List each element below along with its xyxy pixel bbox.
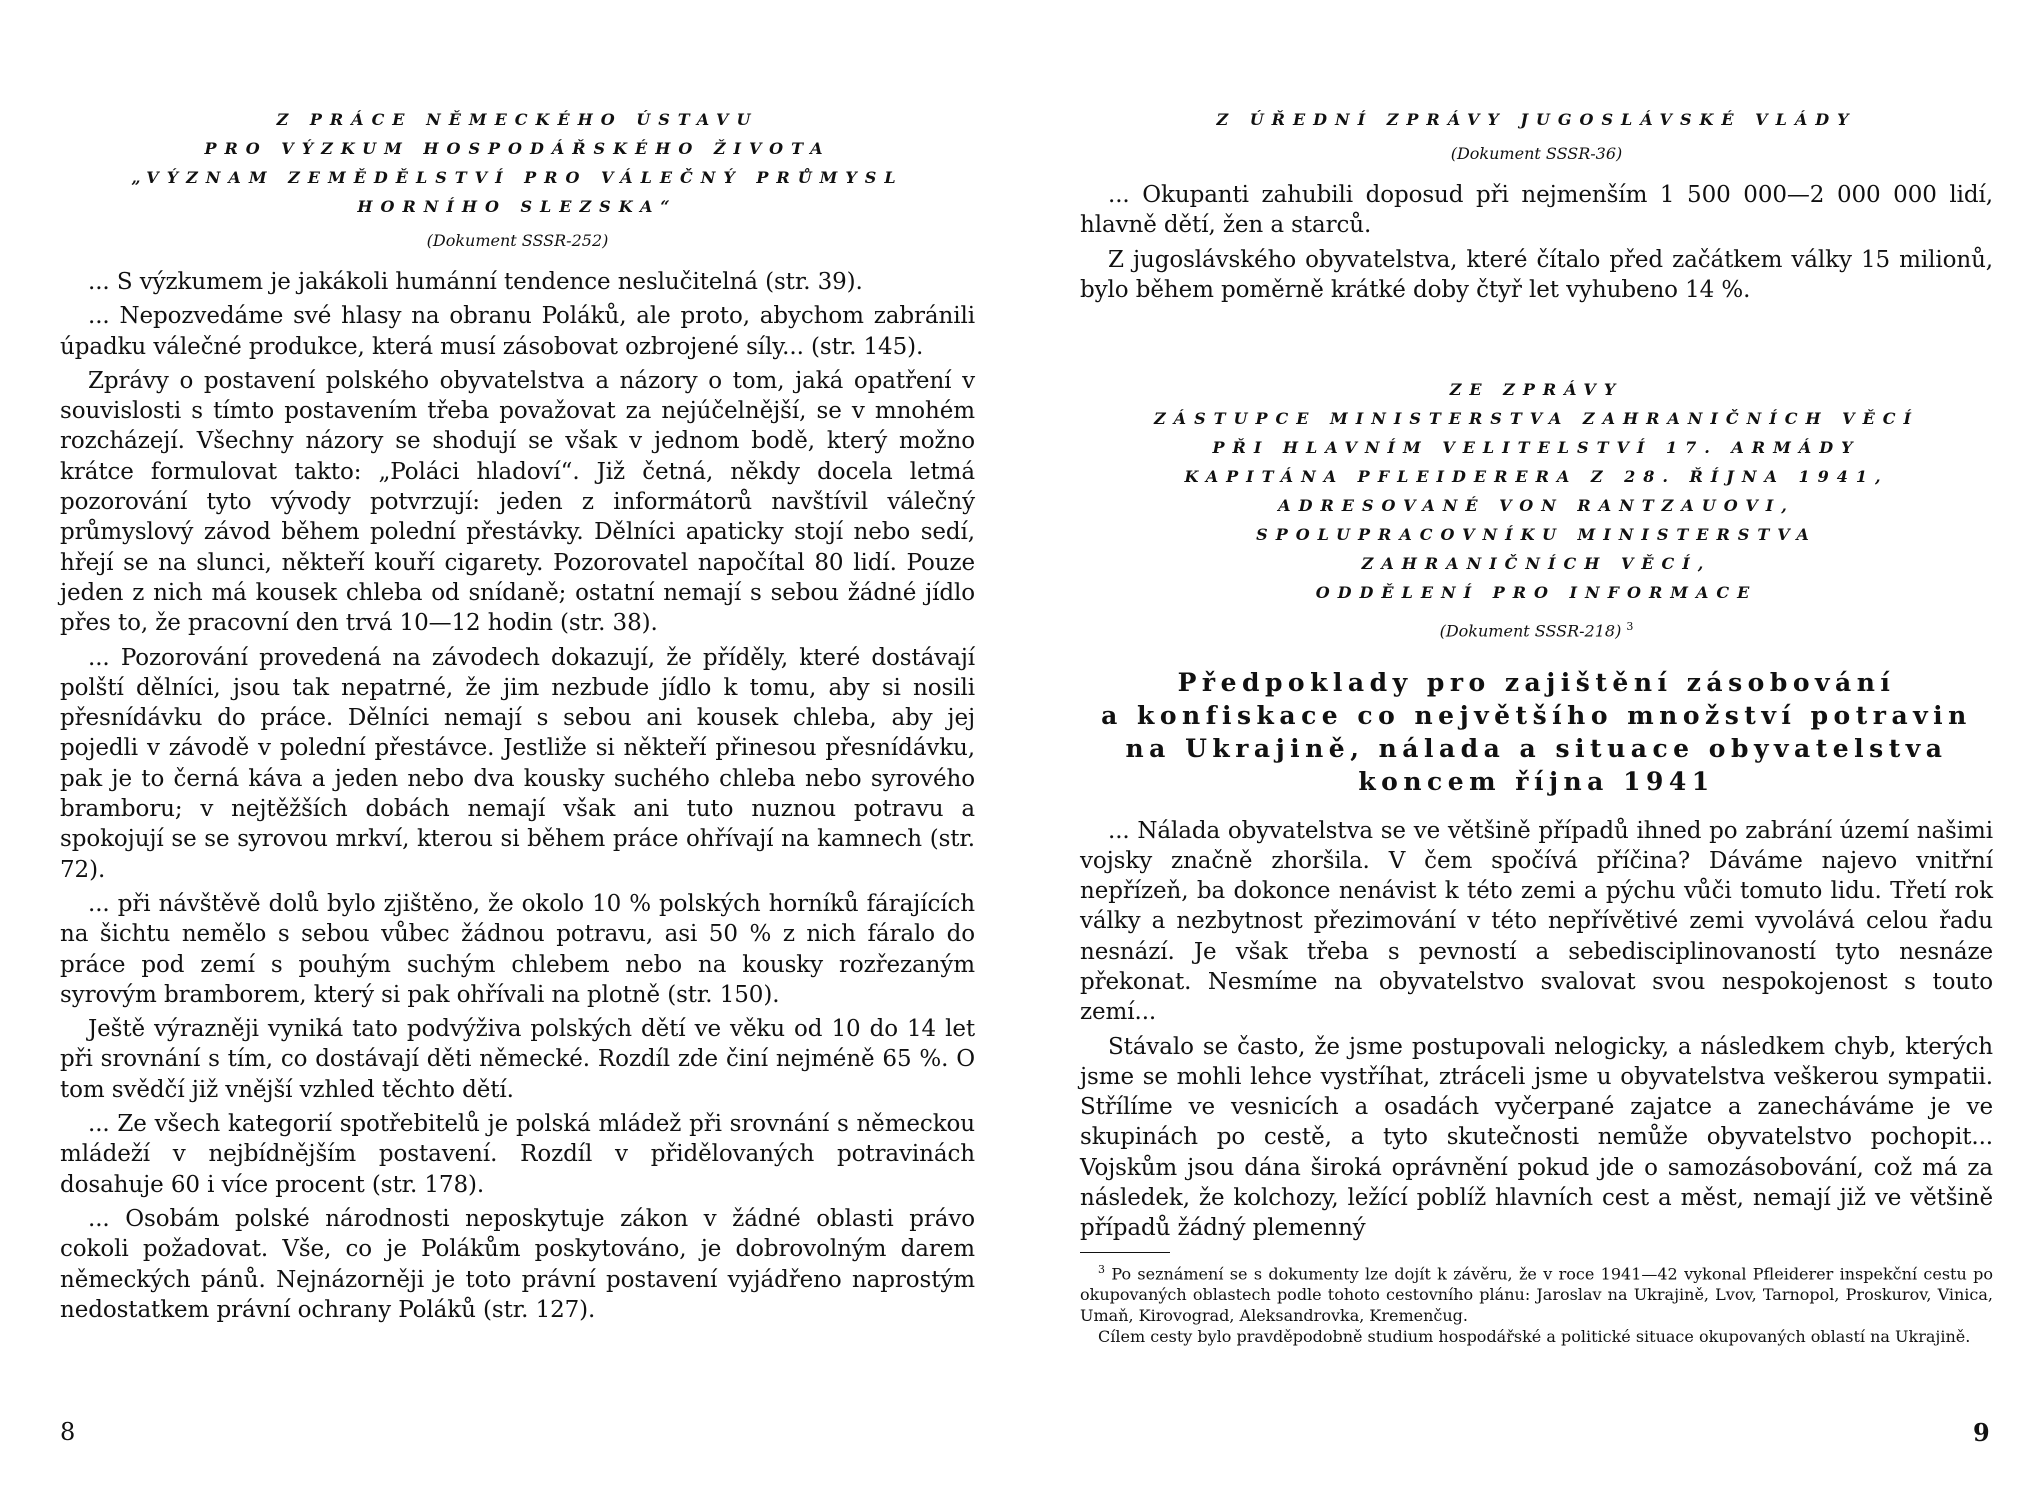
body-text — [1080, 816, 1993, 1244]
document-reference: (Dokument SSSR-36) — [1450, 144, 1623, 163]
paragraph: Z jugoslávského obyvatelstva, které čítalo před začátkem války 15 milionů, bylo během poměrně krátké doby čtyř let vyhubeno 14 %. — [1080, 246, 1993, 303]
section-heading — [1080, 105, 1993, 134]
section-gap — [1080, 305, 1993, 375]
paragraph: ... při návštěvě dolů bylo zjištěno, že okolo 10 % polských horníků fárajících na šichtu nemělo s sebou vůbec žádnou potravu, asi 50 % z nich fáralo do práce pod zemí s pouhým suchým chlebem nebo na kousky rozřezaným syrovým bramborem, který si pak ohřívali na plotně (str. 150). — [60, 890, 975, 1008]
heading-line: „VÝZNAM ZEMĚDĚLSTVÍ PRO VÁLEČNÝ PRŮMYSL — [131, 168, 904, 187]
title-line: a konfiskace co největšího množství potravin — [1101, 700, 1972, 730]
heading-line: KAPITÁNA PFLEIDERERA Z 28. ŘÍJNA 1941, — [1184, 467, 1889, 487]
footnote-mark: 3 — [1098, 1262, 1105, 1276]
paragraph: ... Okupanti zahubili doposud při nejmenším 1 500 000—2 000 000 lidí, hlavně dětí, žen a starců. — [1080, 182, 1993, 239]
paragraph: ... Nepozvedáme své hlasy na obranu Poláků, ale proto, abychom zabránili úpadku válečné produkce, která musí zásobovat ozbrojené síly... (str. 145). — [60, 303, 975, 360]
heading-line: ZE ZPRÁVY — [1449, 380, 1624, 400]
paragraph: ... Nálada obyvatelstva se ve většině případů ihned po zabrání území našimi vojsky značně zhoršila. V čem spočívá příčina? Dáváme najevo vnitřní nepřízeň, ba dokonce nenávist k této zemi a pýchu vůči tomuto lidu. Třetí rok války a nezbytnost přezimování v této nepřívětivé zemi vyvolává celou řadu nesnází. Je však třeba s pevností a sebedisciplinovaností tyto nesnáze překonat. Nesmíme na obyvatelstvo svalovat svou nespokojenost s touto zemí... — [1080, 817, 1993, 1026]
page-number: 9 — [1973, 1418, 1990, 1447]
right-column — [1080, 105, 1993, 1347]
section-heading — [60, 105, 975, 221]
body-text — [60, 267, 975, 1325]
title-line: Předpoklady pro zajištění zásobování — [1177, 667, 1896, 697]
right-page — [1010, 0, 2030, 1500]
paragraph: ... Pozorování provedená na závodech dokazují, že příděly, které dostávají polští dělníci, jsou tak nepatrné, že jim nezbude jídlo k tomu, aby si nosili přesnídávku do práce. Dělníci nemají s sebou ani kousek chleba, aby jej pojedli v závodě v polední přestávce. Jestliže si někteří přinesou přesnídávku, pak je to černá káva a jeden nebo dva kousky suchého chleba nebo syrového bramboru; v nejtěžších dobách nemají však ani tuto nuznou potravu a spokojují se se syrovou mrkví, kterou si během práce ohřívají na kamnech (str. 72). — [60, 644, 975, 883]
heading-line: ZAHRANIČNÍCH VĚCÍ, — [1361, 554, 1712, 574]
paragraph: Ještě výrazněji vyniká tato podvýživa polských dětí ve věku od 10 do 14 let při srovnání s tím, co dostávají děti německé. Rozdíl zde činí nejméně 65 %. O tom svědčí již vnější vzhled těchto dětí. — [60, 1016, 975, 1103]
paragraph: ... S výzkumem je jakákoli humánní tendence neslučitelná (str. 39). — [88, 269, 863, 295]
left-page — [0, 0, 1000, 1500]
heading-line: PRO VÝZKUM HOSPODÁŘSKÉHO ŽIVOTA — [204, 139, 831, 158]
left-column — [60, 105, 975, 1325]
document-reference — [1080, 615, 1993, 643]
heading-line: ADRESOVANÉ VON RANTZAUOVI, — [1278, 496, 1795, 516]
heading-line: SPOLUPRACOVNÍKU MINISTERSTVA — [1256, 525, 1817, 545]
section-heading — [1080, 375, 1993, 607]
report-title — [1080, 666, 1993, 798]
paragraph: ... Ze všech kategorií spotřebitelů je polská mládež při srovnání s německou mládeží v nejbídnějším postavení. Rozdíl v přidělovaných potravinách dosahuje 60 i více procent (str. 178). — [60, 1111, 975, 1198]
document-reference-text: (Dokument SSSR-218) — [1439, 621, 1622, 641]
body-text — [1080, 180, 1993, 305]
title-line: na Ukrajině, nálada a situace obyvatelstva — [1125, 733, 1948, 763]
paragraph: Stávalo se často, že jsme postupovali nelogicky, a následkem chyb, kterých jsme se mohli lehce vystříhat, ztráceli jsme u obyvatelstva veškerou sympatii. Střílíme ve vesnicích a osadách vyčerpané zajatce a zanecháváme je ve skupinách po cestě, a tyto skutečnosti nemůže obyvatelstvo pochopit... Vojskům jsou dána široká oprávnění pokud jde o samozásobování, což má za následek, že kolchozy, ležící poblíž hlavních cest a měst, nemají již ve většině případů žádný plemenný — [1080, 1033, 1993, 1242]
heading-line: PŘI HLAVNÍM VELITELSTVÍ 17. ARMÁDY — [1212, 438, 1861, 458]
heading-line: HORNÍHO SLEZSKA“ — [357, 197, 678, 216]
footnote-marker: 3 — [1626, 620, 1634, 634]
heading-line: ODDĚLENÍ PRO INFORMACE — [1315, 583, 1758, 603]
document-reference: (Dokument SSSR-252) — [426, 231, 609, 250]
paragraph: ... Osobám polské národnosti neposkytuje zákon v žádné oblasti právo cokoli požadovat. Vše, co je Polákům poskytováno, je dobrovolným darem německých pánů. Nejnázorněji je toto právní postavení vyjádřeno naprostým nedostatkem právní ochrany Poláků (str. 127). — [60, 1205, 975, 1323]
page-number: 8 — [60, 1418, 76, 1446]
paragraph: Zprávy o postavení polského obyvatelstva a názory o tom, jaká opatření v souvislosti s tímto postavením třeba považovat za nejúčelnější, se v mnohém rozcházejí. Všechny názory se shodují se však v jednom bodě, který možno krátce formulovat takto: „Poláci hladoví“. Již četná, někdy docela letmá pozorování tyto vývody potvrzují: jeden z informátorů navštívil válečný průmyslový závod během polední přestávky. Dělníci apaticky stojí nebo sedí, hřejí se na slunci, někteří kouří cigarety. Pozorovatel napočítal 80 lidí. Pouze jeden z nich má kousek chleba od snídaně; ostatní nemají s sebou žádné jídlo přes to, že pracovní den trvá 10—12 hodin (str. 38). — [60, 367, 975, 637]
title-line: koncem října 1941 — [1358, 766, 1715, 796]
footnote-text: Po seznámení se s dokumenty lze dojít k závěru, že v roce 1941—42 vykonal Pfleiderer inspekční cestu po okupovaných oblastech podle tohoto cestovního plánu: Jaroslav na Ukrajině, Lvov, Tarnopol, Proskurov, Vinica, Umaň, Kirovograd, Aleksandrovka, Kremenčug. — [1080, 1264, 1993, 1325]
heading-line: Z ÚŘEDNÍ ZPRÁVY JUGOSLÁVSKÉ VLÁDY — [1216, 110, 1857, 129]
footnote-paragraph — [1080, 1259, 1993, 1326]
footnote-divider — [1080, 1252, 1170, 1253]
heading-line: Z PRÁCE NĚMECKÉHO ÚSTAVU — [276, 110, 759, 129]
footnote — [1080, 1259, 1993, 1347]
footnote-paragraph: Cílem cesty bylo pravděpodobně studium hospodářské a politické situace okupovaných oblastí na Ukrajině. — [1098, 1327, 1971, 1346]
heading-line: ZÁSTUPCE MINISTERSTVA ZAHRANIČNÍCH VĚCÍ — [1153, 409, 1920, 429]
